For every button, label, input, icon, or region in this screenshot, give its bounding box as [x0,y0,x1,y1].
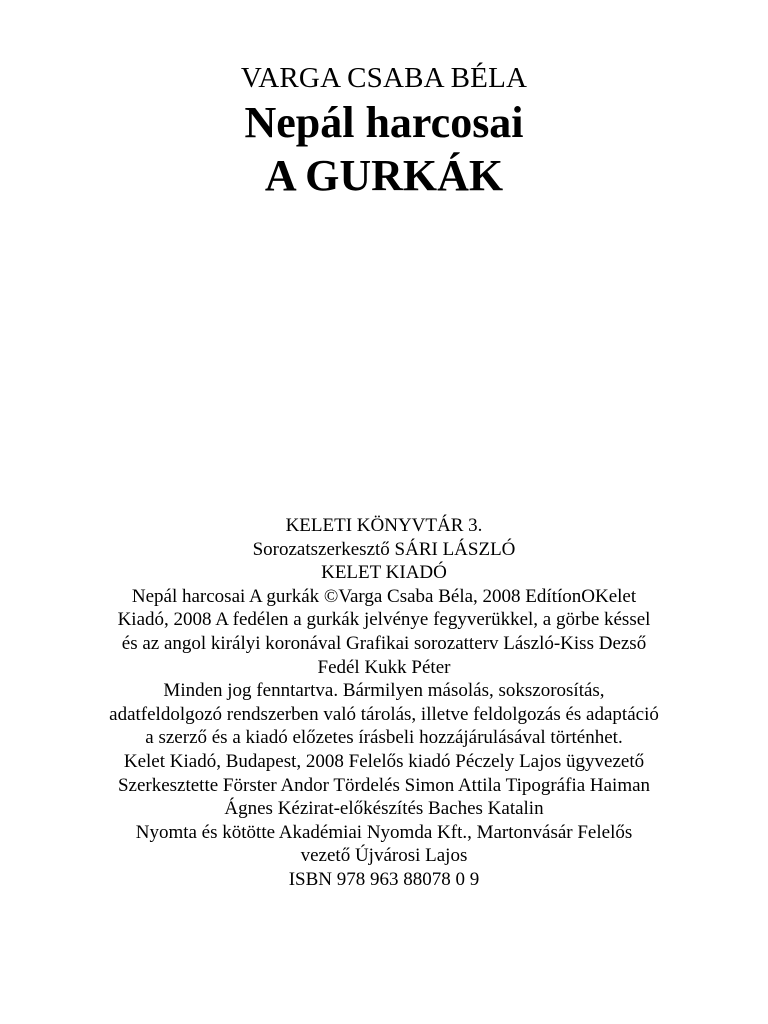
publisher-name: KELET KIADÓ [321,562,447,584]
author-name: VARGA CSABA BÉLA [240,62,528,94]
colophon-line: Szerkesztette Förster Andor Tördelés Simon Attila Tipográfia Haiman [117,774,651,796]
book-title-line-1: Nepál harcosai [244,98,524,147]
colophon-line: és az angol királyi koronával Grafikai sorozatterv László-Kiss Dezső [121,632,647,654]
rights-notice: a szerző és a kiadó előzetes írásbeli hozzájárulásával történhet. [145,727,623,749]
colophon-line: Fedél Kukk Péter [317,656,451,678]
colophon-line: Kelet Kiadó, Budapest, 2008 Felelős kiadó Péczely Lajos ügyvezető [123,750,645,772]
colophon [60,514,708,892]
colophon-line: Ágnes Kézirat-előkészítés Baches Katalin [224,798,544,820]
rights-notice: adatfeldolgozó rendszerben való tárolás, illetve feldolgozás és adaptáció [109,703,659,725]
title-block [0,60,768,202]
isbn: ISBN 978 963 88078 0 9 [288,868,480,890]
colophon-line: Nyomta és kötötte Akadémiai Nyomda Kft., Martonvásár Felelős [135,821,633,843]
rights-notice: Minden jog fenntartva. Bármilyen másolás, sokszorosítás, [163,680,605,702]
series-name: KELETI KÖNYVTÁR 3. [285,515,483,536]
colophon-line: Kiadó, 2008 A fedélen a gurkák jelvénye fegyverükkel, a görbe késsel [117,609,651,631]
colophon-line: Nepál harcosai A gurkák ©Varga Csaba Béla, 2008 EdítíonOKelet [131,585,637,607]
book-title-line-2: A GURKÁK [264,151,504,200]
colophon-line: vezető Újvárosi Lajos [300,845,468,867]
series-editor: Sorozatszerkesztő SÁRI LÁSZLÓ [252,538,516,560]
